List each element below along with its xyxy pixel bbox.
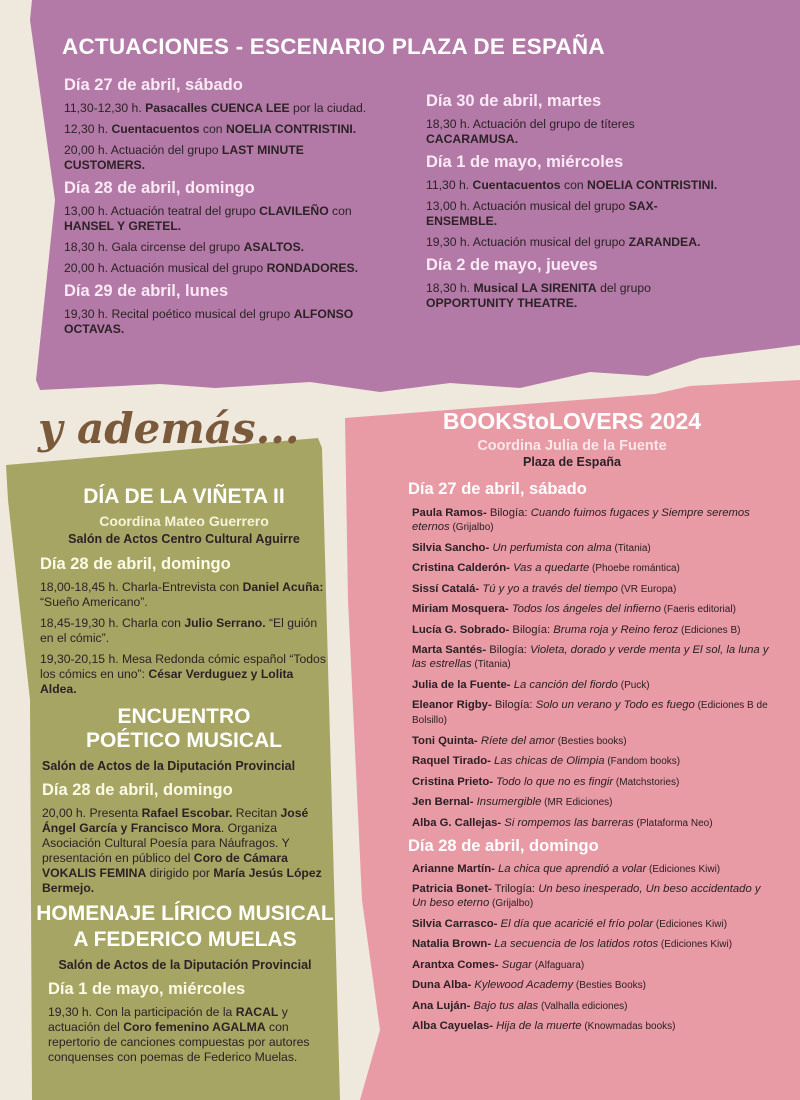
- book-author: Toni Quinta-: [412, 734, 478, 747]
- book-item: [412, 816, 770, 831]
- book-item: [412, 795, 770, 810]
- homenaje-text: Con la participación de la: [95, 1005, 236, 1019]
- y-ademas-heading: y además...: [38, 404, 300, 453]
- book-item: [412, 734, 770, 749]
- event-text: “Sueño Americano”.: [40, 595, 148, 609]
- books-day2: Día 28 de abril, domingo: [408, 836, 599, 855]
- event-item: [426, 235, 726, 250]
- event-highlight: HANSEL Y GRETEL.: [64, 219, 182, 233]
- poetico-text: . Organiza Asociación Cultural Poesía para Náufragos. Y presentación en público del: [42, 821, 290, 865]
- book-publisher: (Grijalbo): [489, 898, 534, 909]
- event-text: Recital poético musical del grupo: [111, 307, 294, 321]
- event-item: [426, 199, 726, 229]
- event-text: “El guión en el cómic”.: [40, 616, 318, 645]
- poetico-director: María Jesús López Bermejo.: [42, 866, 322, 895]
- day-heading: Día 2 de mayo, jueves: [426, 256, 598, 274]
- homenaje-text: con repertorio de canciones compuestas por autores conquenses con poemas de Federico Muelas.: [48, 1020, 310, 1064]
- poetico-title-line1: ENCUENTRO: [117, 705, 251, 728]
- book-series: Bilogía:: [486, 644, 531, 656]
- homenaje-title-line2: A FEDERICO MUELAS: [73, 928, 297, 951]
- event-highlight: Daniel Acuña:: [242, 580, 324, 594]
- event-text: Actuación teatral del grupo: [110, 204, 260, 218]
- event-time: 13,00 h.: [426, 199, 471, 213]
- event-time: 19,30-20,15 h.: [40, 652, 119, 666]
- book-publisher: (Matchstories): [613, 776, 680, 788]
- event-highlight: RONDADORES.: [266, 261, 359, 275]
- book-title: Si rompemos las barreras: [504, 816, 634, 829]
- actuaciones-left-column: [64, 76, 384, 343]
- book-title: Vas a quedarte: [513, 562, 590, 574]
- book-publisher: (Grijalbo): [449, 522, 494, 533]
- book-publisher: (Alfaguara): [531, 959, 585, 971]
- book-author: Silvia Sancho-: [412, 541, 490, 554]
- book-item: [412, 582, 770, 597]
- poetico-event: [42, 806, 332, 896]
- book-author: Cristina Prieto-: [412, 775, 493, 788]
- event-text: por la ciudad.: [289, 101, 367, 115]
- homenaje-text: y actuación del: [48, 1005, 288, 1034]
- event-text: Actuación del grupo: [110, 143, 222, 157]
- poetico-reciters: José Ángel García y Francisco Mora: [42, 806, 309, 835]
- book-author: Duna Alba-: [412, 979, 472, 991]
- book-publisher: (Titania): [611, 542, 651, 554]
- book-author: Patricia Bonet-: [412, 883, 492, 895]
- poetico-text: Recitan: [232, 806, 281, 820]
- book-author: Silvia Carrasco-: [412, 917, 498, 930]
- book-title: Un perfumista con alma: [492, 541, 612, 554]
- event-time: 18,45-19,30 h.: [40, 616, 119, 630]
- book-title: Cuando fuimos fugaces y Siempre seremos eternos: [412, 507, 750, 533]
- book-title: Solo un verano y Todo es fuego: [535, 699, 695, 711]
- book-publisher: (Puck): [617, 679, 650, 691]
- day-heading: Día 30 de abril, martes: [426, 92, 602, 110]
- book-publisher: (Ediciones Kiwi): [646, 863, 721, 875]
- books-venue: Plaza de España: [523, 455, 621, 469]
- book-author: Natalia Brown-: [412, 938, 492, 950]
- day-heading: Día 27 de abril, sábado: [64, 76, 243, 94]
- book-publisher: (Ediciones B de Bolsillo): [412, 700, 768, 726]
- event-item: [64, 261, 384, 276]
- event-time: 18,30 h.: [426, 281, 471, 295]
- book-author: Miriam Mosquera-: [412, 603, 509, 615]
- book-item: [412, 643, 770, 672]
- event-time: 13,00 h.: [64, 204, 109, 218]
- vineta-title: DÍA DE LA VIÑETA II: [83, 485, 285, 508]
- event-time: 18,30 h.: [426, 117, 471, 131]
- day-heading: Día 29 de abril, lunes: [64, 282, 229, 300]
- homenaje-choir: Coro femenino AGALMA: [123, 1020, 266, 1034]
- event-highlight: NOELIA CONTRISTINI.: [225, 122, 357, 136]
- book-author: Alba G. Callejas-: [412, 816, 502, 829]
- event-item: [426, 281, 726, 311]
- event-text: Charla-Entrevista con: [122, 580, 243, 594]
- event-highlight: OPPORTUNITY THEATRE.: [426, 296, 578, 310]
- event-time: 20,00 h.: [64, 261, 109, 275]
- book-publisher: (Besties Books): [573, 980, 646, 991]
- book-title: La chica que aprendió a volar: [498, 862, 647, 875]
- event-item: [64, 240, 384, 255]
- book-title: Tú y yo a través del tiempo: [482, 582, 618, 595]
- event-text: Actuación del grupo de títeres: [472, 117, 635, 131]
- book-item: [412, 678, 770, 693]
- event-highlight: Pasacalles CUENCA LEE: [145, 101, 290, 115]
- event-highlight: ZARANDEA.: [628, 235, 701, 249]
- poetico-venue: Salón de Actos de la Diputación Provincial: [42, 759, 296, 773]
- book-title: Kylewood Academy: [474, 979, 574, 991]
- event-text: Charla con: [122, 616, 185, 630]
- vineta-day: Día 28 de abril, domingo: [40, 555, 231, 573]
- event-item: [64, 143, 384, 173]
- homenaje-title-line1: HOMENAJE LÍRICO MUSICAL: [36, 902, 334, 925]
- book-author: Cristina Calderón-: [412, 562, 510, 574]
- poetico-text: dirigido por: [146, 866, 214, 880]
- event-highlight: César Verduguez y Lolita Aldea.: [40, 667, 294, 696]
- book-series: Bilogía:: [491, 699, 536, 711]
- book-series: Bilogía:: [509, 623, 554, 636]
- book-item: [412, 698, 770, 728]
- book-title: Bruma roja y Reino feroz: [553, 623, 679, 636]
- books-coordina: Coordina Julia de la Fuente: [477, 438, 667, 454]
- books-title: BOOKStoLOVERS 2024: [442, 408, 702, 434]
- event-item: [64, 307, 384, 337]
- vineta-section: [36, 485, 332, 703]
- poetico-text: Presenta: [89, 806, 142, 820]
- book-title: Un beso inesperado, Un beso accidentado y Un beso eterno: [412, 883, 761, 909]
- book-title: Insumergible: [476, 796, 542, 808]
- event-text: Actuación musical del grupo: [110, 261, 267, 275]
- event-highlight: Julio Serrano.: [184, 616, 266, 630]
- book-publisher: (Ediciones Kiwi): [658, 939, 733, 950]
- book-item: [412, 917, 770, 932]
- book-item: [412, 999, 770, 1014]
- book-title: Todos los ángeles del infierno: [511, 603, 661, 615]
- event-text: con: [199, 122, 226, 136]
- poetico-choir: Coro de Cámara VOKALIS FEMINA: [42, 851, 288, 880]
- homenaje-racal: RACAL: [235, 1005, 279, 1019]
- book-series: Trilogía:: [491, 883, 539, 895]
- book-publisher: (Besties books): [554, 735, 627, 747]
- homenaje-day: Día 1 de mayo, miércoles: [48, 980, 246, 998]
- book-title: Violeta, dorado y verde menta y El sol, la luna y las estrellas: [412, 644, 769, 670]
- event-time: 11,30 h.: [426, 178, 470, 192]
- event-time: 12,30 h.: [64, 122, 109, 136]
- event-highlight: ASALTOS.: [243, 240, 305, 254]
- book-publisher: (Faeris editorial): [660, 604, 736, 615]
- book-series: Bilogía:: [486, 507, 531, 519]
- vineta-event: [40, 616, 332, 646]
- event-time: 20,00 h.: [64, 143, 109, 157]
- event-text: con: [328, 204, 352, 218]
- event-item: [426, 117, 726, 147]
- book-title: Ríete del amor: [480, 734, 555, 747]
- book-author: Julia de la Fuente-: [412, 678, 511, 691]
- book-item: [412, 882, 770, 911]
- actuaciones-right-column: [426, 92, 726, 317]
- book-publisher: (VR Europa): [617, 583, 677, 595]
- book-publisher: (Ediciones Kiwi): [653, 918, 728, 930]
- vineta-event: [40, 652, 332, 697]
- homenaje-time: 19,30 h.: [48, 1005, 93, 1019]
- event-text: con: [560, 178, 588, 192]
- event-highlight: SAX-ENSEMBLE.: [426, 199, 658, 228]
- book-author: Sissí Catalá-: [412, 582, 480, 595]
- book-item: [412, 506, 770, 535]
- event-time: 11,30-12,30 h.: [64, 101, 142, 115]
- books-section: [392, 408, 772, 1040]
- book-item: [412, 937, 770, 952]
- book-author: Jen Bernal-: [412, 796, 474, 808]
- book-title: Las chicas de Olimpia: [494, 755, 605, 767]
- book-title: La secuencia de los latidos rotos: [494, 938, 659, 950]
- homenaje-section: [30, 901, 340, 1071]
- book-title: El día que acaricié el frío polar: [500, 917, 654, 930]
- event-highlight: Cuentacuentos: [111, 122, 200, 136]
- event-text: Mesa Redonda cómic español “Todos los cómics en uno”:: [40, 652, 326, 681]
- book-author: Lucía G. Sobrado-: [412, 623, 510, 636]
- book-publisher: (Phoebe romántica): [589, 563, 680, 574]
- book-item: [412, 561, 770, 576]
- event-text: Actuación musical del grupo: [472, 235, 629, 249]
- book-author: Arianne Martín-: [412, 862, 495, 875]
- vineta-event: [40, 580, 332, 610]
- day-heading: Día 1 de mayo, miércoles: [426, 153, 624, 171]
- day-heading: Día 28 de abril, domingo: [64, 179, 255, 197]
- books-day1: Día 27 de abril, sábado: [408, 480, 587, 498]
- book-publisher: (Ediciones B): [678, 624, 741, 636]
- event-item: [64, 122, 384, 137]
- event-time: 18,00-18,45 h.: [40, 580, 119, 594]
- book-author: Alba Cayuelas-: [412, 1020, 493, 1032]
- book-item: [412, 958, 770, 973]
- book-item: [412, 775, 770, 790]
- poetico-presenter: Rafael Escobar.: [141, 806, 233, 820]
- book-author: Arantxa Comes-: [412, 958, 499, 971]
- book-title: Todo lo que no es fingir: [496, 775, 614, 788]
- vineta-coordina: Coordina Mateo Guerrero: [99, 513, 269, 529]
- book-item: [412, 1019, 770, 1034]
- book-title: Bajo tus alas: [473, 999, 539, 1012]
- book-publisher: (Titania): [471, 659, 511, 670]
- event-item: [64, 204, 384, 234]
- book-item: [412, 602, 770, 617]
- book-publisher: (Valhalla ediciones): [538, 1000, 628, 1012]
- book-title: La canción del fiordo: [513, 678, 618, 691]
- vineta-venue: Salón de Actos Centro Cultural Aguirre: [68, 532, 300, 546]
- books-day1-list: [412, 506, 770, 831]
- book-publisher: (Knowmadas books): [581, 1021, 676, 1032]
- book-item: [412, 862, 770, 877]
- event-text: del grupo: [596, 281, 651, 295]
- book-publisher: (Plataforma Neo): [633, 817, 713, 829]
- event-text: Gala circense del grupo: [111, 240, 244, 254]
- event-highlight: NOELIA CONTRISTINI.: [587, 178, 718, 192]
- book-author: Ana Luján-: [412, 999, 471, 1012]
- book-author: Raquel Tirado-: [412, 755, 491, 767]
- event-highlight: Cuentacuentos: [472, 178, 561, 192]
- event-highlight: ALFONSO OCTAVAS.: [64, 307, 354, 336]
- event-time: 19,30 h.: [64, 307, 109, 321]
- book-author: Paula Ramos-: [412, 507, 487, 519]
- poetico-time: 20,00 h.: [42, 806, 87, 820]
- book-publisher: (MR Ediciones): [541, 797, 613, 808]
- vineta-events: [40, 580, 332, 697]
- book-item: [412, 978, 770, 993]
- event-highlight: Musical LA SIRENITA: [473, 281, 597, 295]
- event-time: 19,30 h.: [426, 235, 471, 249]
- poetico-day: Día 28 de abril, domingo: [42, 781, 233, 799]
- actuaciones-title: ACTUACIONES - ESCENARIO PLAZA DE ESPAÑA: [62, 34, 605, 59]
- book-author: Marta Santés-: [412, 644, 487, 656]
- books-day2-list: [412, 862, 770, 1035]
- event-highlight: CACARAMUSA.: [426, 132, 519, 146]
- book-item: [412, 541, 770, 556]
- book-publisher: (Fandom books): [604, 756, 681, 767]
- book-item: [412, 754, 770, 769]
- book-title: Sugar: [501, 958, 532, 971]
- homenaje-event: [48, 1005, 338, 1065]
- book-author: Eleanor Rigby-: [412, 699, 492, 711]
- event-item: [64, 101, 384, 116]
- book-item: [412, 623, 770, 638]
- poetico-section: [36, 705, 332, 902]
- event-highlight: LAST MINUTE CUSTOMERS.: [64, 143, 304, 172]
- poetico-title-line2: POÉTICO MUSICAL: [85, 729, 282, 752]
- event-highlight: CLAVILEÑO: [259, 204, 329, 218]
- book-title: Hija de la muerte: [496, 1020, 582, 1032]
- event-item: [426, 178, 726, 193]
- homenaje-venue: Salón de Actos de la Diputación Provincial: [58, 958, 312, 972]
- event-time: 18,30 h.: [64, 240, 109, 254]
- event-text: Actuación musical del grupo: [472, 199, 629, 213]
